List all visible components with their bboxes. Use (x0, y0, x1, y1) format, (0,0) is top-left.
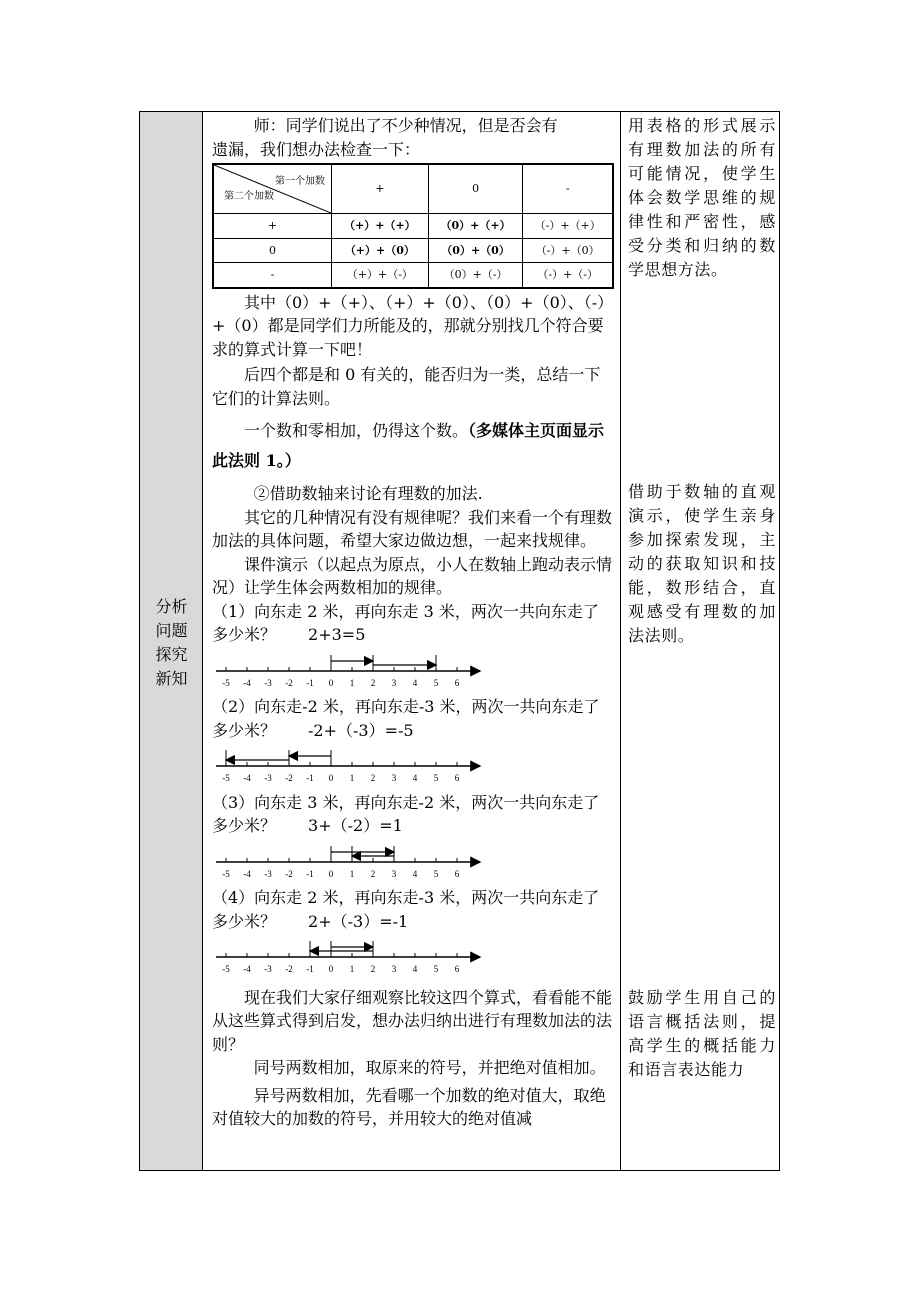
axis-tick-label: -2 (285, 964, 293, 974)
rule-1 (212, 416, 614, 476)
table-row-label: 0 (213, 238, 332, 263)
table-cell: （0）+（+） (428, 214, 523, 239)
axis-tick-label: 1 (349, 773, 355, 783)
main-content (212, 112, 614, 1131)
example-equation: 2+3=5 (308, 625, 366, 644)
axis-tick-label: 4 (412, 677, 418, 688)
axis-tick-label: 5 (433, 677, 439, 688)
axis-tick-label: 3 (391, 677, 397, 688)
intro-line-1: 师：同学们说出了不少种情况，但是否会有 (253, 116, 558, 135)
axis-tick-label: 0 (328, 964, 334, 974)
note-table: 用表格的形式展示有理数加法的所有可能情况，使学生体会数学思维的规律性和严密性，感受分类和归纳的数学思想方法。 (628, 116, 776, 279)
axis-tick-label: 5 (433, 773, 439, 783)
axis-tick-label: 2 (370, 677, 376, 688)
axis-tick-label: 6 (454, 868, 460, 879)
corner-bottom-label: 第二个加数 (224, 190, 274, 202)
axis-tick-label: 5 (433, 868, 439, 879)
example-equation: 2+（-3）=-1 (308, 911, 409, 931)
table-header-cell: 0 (428, 164, 523, 214)
axis-tick-label: -2 (285, 868, 293, 879)
axis-tick-label: -1 (306, 868, 314, 879)
intro-line-2: 遗漏，我们想办法检查一下： (212, 139, 421, 159)
para-group: 后四个都是和 0 有关的，能否归为一类，总结一下它们的计算法则。 (212, 365, 601, 408)
axis-tick-label: 1 (349, 677, 355, 688)
axis-tick-label: 2 (370, 868, 376, 879)
example-question: （4）向东走 2 米，再向东走-3 米，两次一共向东走了多少米？ 2+（-3）=-1 (212, 888, 600, 931)
axis-tick-label: -1 (306, 964, 314, 974)
axis-tick-label: -4 (243, 964, 251, 974)
example-1 (212, 600, 614, 696)
axis-tick-label: 5 (433, 964, 439, 974)
table-cell: （0）+（0） (428, 238, 523, 263)
para-observe: 现在我们大家仔细观察比较这四个算式，看看能不能从这些算式得到启发，想办法归纳出进行有理数加法的法则？ (212, 987, 613, 1054)
para-demo: 课件演示（以起点为原点，小人在数轴上跑动表示情况）让学生体会两数相加的规律。 (212, 554, 613, 597)
table-row-label: - (213, 263, 332, 288)
table-cell: （+）+（0） (332, 238, 429, 263)
example-question: （3）向东走 3 米，再向东走-2 米，两次一共向东走了多少米？ 3+（-2）=1 (212, 792, 600, 835)
axis-tick-label: -4 (243, 868, 251, 879)
axis-tick-label: 4 (412, 868, 418, 879)
axis-tick-label: 0 (328, 773, 334, 783)
para-same: 同号两数相加，取原来的符号，并把绝对值相加。 (253, 1058, 606, 1077)
axis-tick-label: -2 (285, 773, 293, 783)
axis-tick-label: 3 (391, 868, 397, 879)
number-line (212, 838, 492, 880)
rule-1-note: （多媒体主页面显示此法则 1。） (212, 421, 605, 470)
rule-1-text: 一个数和零相加，仍得这个数。 (244, 421, 469, 440)
axis-tick-label: -5 (222, 773, 230, 783)
example-question: （2）向东走-2 米，再向东走-3 米，两次一共向东走了多少米？ -2+（-3）=-5 (212, 697, 600, 740)
axis-tick-label: -1 (306, 773, 314, 783)
table-cell: （0）+（-） (428, 263, 523, 288)
axis-tick-label: 6 (454, 773, 460, 783)
axis-tick-label: 1 (349, 868, 355, 879)
example-equation: -2+（-3）=-5 (308, 720, 414, 740)
table-row-label: + (213, 214, 332, 239)
table-cell: （-）+（0） (523, 238, 613, 263)
axis-tick-label: -5 (222, 964, 230, 974)
lesson-table (139, 111, 780, 1171)
para-other: 其它的几种情况有没有规律呢？我们来看一个有理数加法的具体问题，希望大家边做边想，一起来找规律。 (212, 507, 613, 550)
number-line (212, 933, 492, 975)
axis-tick-label: 0 (328, 677, 334, 688)
para-diff: 异号两数相加，先看哪一个加数的绝对值大，取绝对值较大的加数的符号，并用较大的绝对值减 (212, 1085, 606, 1128)
number-line (212, 742, 492, 784)
axis-tick-label: 3 (391, 964, 397, 974)
example-3 (212, 791, 614, 887)
axis-tick-label: 4 (412, 964, 418, 974)
axis-tick-label: 1 (349, 964, 355, 974)
addition-cases-table (212, 163, 614, 289)
axis-tick-label: 2 (370, 773, 376, 783)
axis-tick-label: 6 (454, 677, 460, 688)
note-number-line: 借助于数轴的直观演示，使学生亲身参加探索发现，主动的获取知识和技能，数形结合，直观感受有理数的加法法则。 (628, 482, 776, 645)
axis-tick-label: 0 (328, 868, 334, 879)
table-cell: （+）+（-） (332, 263, 429, 288)
example-2 (212, 695, 614, 791)
table-header-cell: - (523, 164, 613, 214)
axis-tick-label: -5 (222, 677, 230, 688)
table-corner-cell (213, 164, 332, 214)
axis-tick-label: 2 (370, 964, 376, 974)
corner-top-label: 第一个加数 (275, 176, 325, 187)
table-header-cell: + (332, 164, 429, 214)
axis-tick-label: -5 (222, 868, 230, 879)
para-axis: ②借助数轴来讨论有理数的加法. (253, 484, 483, 503)
note-summary: 鼓励学生用自己的语言概括法则，提高学生的概括能力和语言表达能力 (628, 988, 776, 1079)
axis-tick-label: -3 (264, 964, 272, 974)
axis-tick-label: -4 (243, 773, 251, 783)
column-divider (620, 112, 621, 1170)
axis-tick-label: -4 (243, 677, 251, 688)
table-cell: （+）+（+） (332, 214, 429, 239)
axis-tick-label: -1 (306, 677, 314, 688)
axis-tick-label: 3 (391, 773, 397, 783)
axis-tick-label: -3 (264, 868, 272, 879)
para-cases: 其中（0）+（+）、（+）+（0）、（0）+（0）、（-）+（0）都是同学们力所能及的，那就分别找几个符合要求的算式计算一下吧！ (212, 292, 614, 359)
example-question: （1）向东走 2 米，再向东走 3 米，两次一共向东走了多少米？ 2+3=5 (212, 601, 599, 644)
section-label: 分析 问题 探究 新知 (155, 597, 188, 688)
number-line (212, 647, 492, 689)
table-cell: （-）+（+） (523, 214, 613, 239)
example-4 (212, 886, 614, 982)
example-equation: 3+（-2）=1 (308, 816, 403, 835)
table-cell: （-）+（-） (523, 263, 613, 288)
axis-tick-label: -2 (285, 677, 293, 688)
axis-tick-label: 6 (454, 964, 460, 974)
axis-tick-label: 4 (412, 773, 418, 783)
axis-tick-label: -3 (264, 773, 272, 783)
axis-tick-label: -3 (264, 677, 272, 688)
